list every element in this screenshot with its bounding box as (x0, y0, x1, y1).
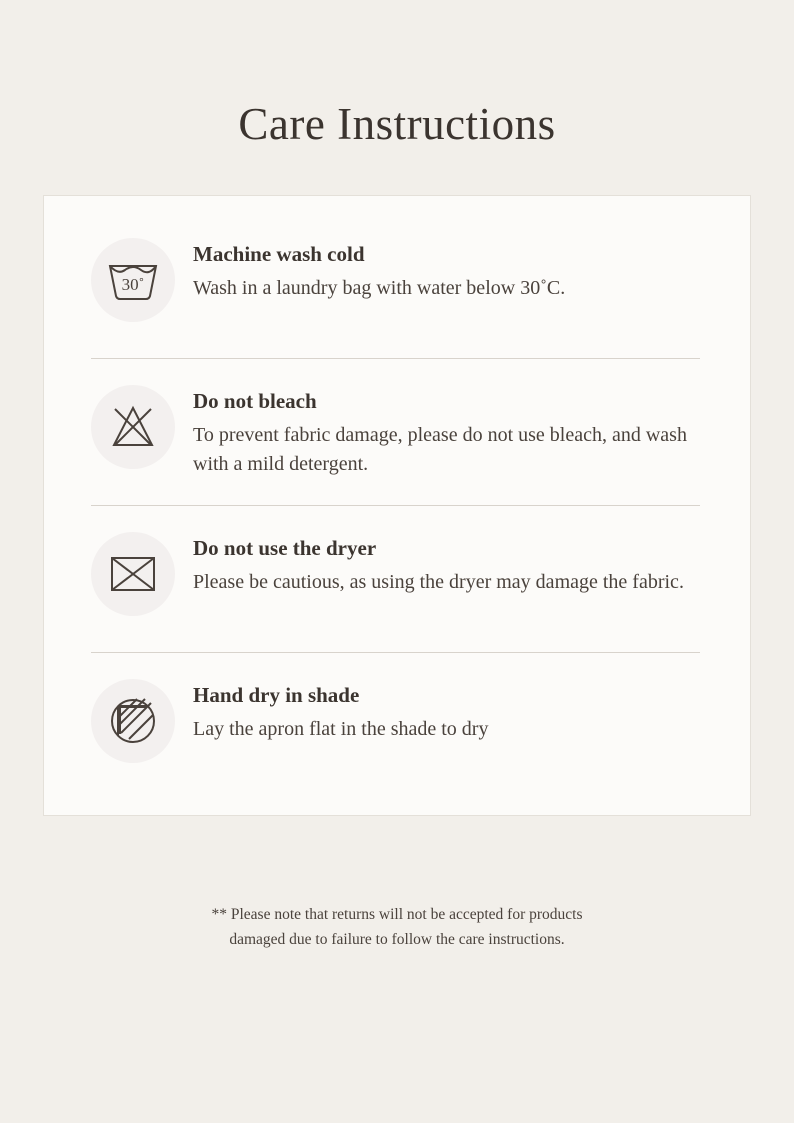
item-text (193, 530, 684, 597)
list-item (44, 530, 750, 626)
item-title: Machine wash cold (193, 242, 365, 266)
list-item (44, 677, 750, 773)
do-not-tumble-dry-icon (91, 532, 175, 616)
divider (91, 652, 700, 653)
item-description: Lay the apron flat in the shade to dry (193, 718, 489, 741)
care-instruction-list (44, 236, 750, 773)
item-description: To prevent fabric damage, please do not use bleach, and wash with a mild detergent. (193, 424, 687, 476)
item-text (193, 236, 565, 303)
footnote (0, 903, 794, 953)
dry-in-shade-icon (91, 679, 175, 763)
do-not-bleach-icon (91, 385, 175, 469)
list-item (44, 383, 750, 479)
item-description: Please be cautious, as using the dryer may damage the fabric. (193, 571, 684, 594)
item-title: Do not use the dryer (193, 536, 377, 561)
list-item (44, 236, 750, 332)
item-description: Wash in a laundry bag with water below 30˚C. (193, 277, 566, 300)
item-title: Do not bleach (193, 389, 317, 413)
divider (91, 505, 700, 506)
item-title: Hand dry in shade (193, 683, 360, 708)
footnote-line-2: damaged due to failure to follow the care instructions. (229, 930, 565, 948)
machine-wash-30-icon (91, 238, 175, 322)
divider (91, 358, 700, 359)
item-text (193, 383, 693, 479)
item-text (193, 677, 488, 744)
page-title: Care Instructions (238, 99, 556, 149)
footnote-line-1: ** Please note that returns will not be accepted for products (211, 906, 583, 923)
care-instructions-card (43, 195, 751, 816)
svg-text:30˚: 30˚ (121, 275, 145, 294)
